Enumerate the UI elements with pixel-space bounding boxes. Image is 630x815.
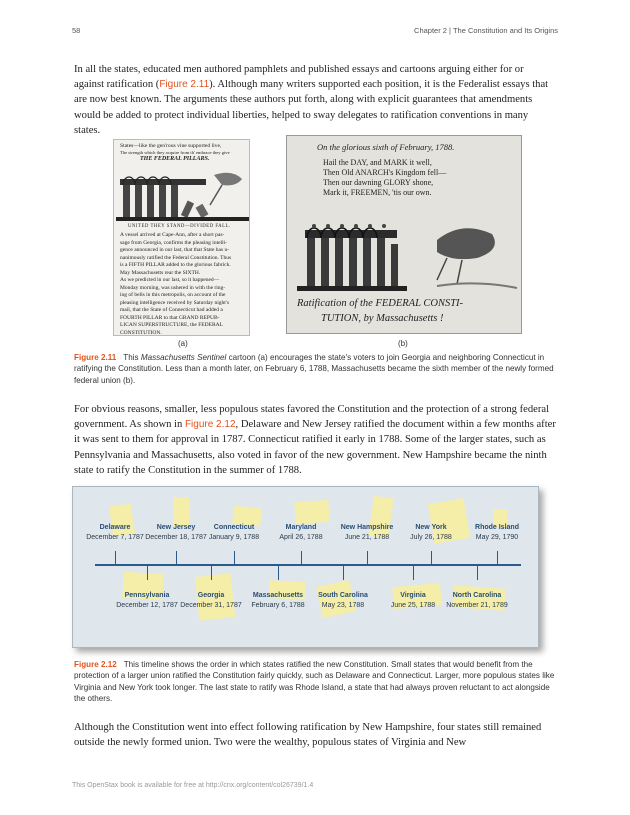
timeline-tick [477, 566, 478, 580]
figure-2-12-link[interactable]: Figure 2.12 [184, 419, 236, 431]
ratification-date: December 31, 1787 [180, 601, 242, 609]
ratification-date: February 6, 1788 [251, 601, 305, 609]
timeline-tick [211, 566, 212, 580]
article-line: Monday morning, was ushered in with the ring- [120, 284, 226, 291]
timeline-tick [367, 551, 368, 565]
ratification-date: June 21, 1788 [344, 533, 390, 541]
ratification-timeline [72, 486, 539, 648]
timeline-tick [115, 551, 116, 565]
page-footer: This OpenStax book is available for free at http://cnx.org/content/col26739/1.4 [72, 782, 314, 789]
ratification-date: June 25, 1788 [390, 601, 436, 609]
state-name: Pennsylvania [124, 592, 170, 599]
state-name: New Jersey [156, 524, 196, 531]
chapter-header: Chapter 2 | The Constitution and Its Origins [414, 26, 558, 35]
article-line: LICAN SUPERSTRUCTURE, the FEDERAL [120, 322, 223, 328]
figure-2-12-caption: Figure 2.12 This timeline shows the order in which states ratified the new Constitution. Small states that would benefit from the protection of a larger union ratified the Constitution fairly quickly, such as Delaware and Connecticut. Larger, more populous states like Virginia and New York took longer. The last state to ratify was Rhode Island, a state that had always proven reluctant to act alongside the others. [74, 660, 555, 703]
federal-edifice-illustration [287, 200, 522, 300]
timeline-tick [176, 551, 177, 565]
timeline-tick [147, 566, 148, 580]
ratification-date: December 18, 1787 [145, 533, 207, 541]
poem-line: Then Old ANARCH's Kingdom fell— [323, 168, 447, 177]
ratification-date: April 26, 1788 [279, 533, 323, 541]
timeline-event-rhode-island [452, 523, 539, 542]
timeline-tick [343, 566, 344, 580]
state-name: New Hampshire [340, 524, 394, 531]
timeline-axis [95, 564, 521, 566]
article-line: gence announced in our last, that that State has u- [120, 247, 230, 253]
state-name: Rhode Island [475, 524, 519, 531]
poem-line: Then our dawning GLORY shone, [323, 178, 434, 187]
article-line: CONSTITUTION. [120, 329, 162, 336]
timeline-tick [497, 551, 498, 565]
figure-2-11-caption: Figure 2.11 This Massachusetts Sentinel cartoon (a) encourages the state's voters to join Georgia and neighboring Connecticut in ratifying the Constitution. Less than a month later, on February 6, 1788, Massachusetts became the sixth member of the newly formed federal union (b). [74, 353, 554, 385]
poem-line: Mark it, FREEMEN, 'tis our own. [323, 188, 432, 197]
article-line: A vessel arrived at Cape-Ann, after a short pas- [120, 232, 225, 238]
article-line: FOURTH PILLAR to that GRAND REPUB- [120, 314, 220, 321]
paragraph-3: Although the Constitution went into effect following ratification by New Hampshire, four states still remained outside the newly formed union. Two were the wealthy, populous states of Virginia and New [74, 722, 542, 749]
ratification-date: December 12, 1787 [116, 601, 178, 609]
poem-line: Hail the DAY, and MARK it well, [323, 158, 432, 167]
federal-pillars-cartoon-image: States—like the gen'rous vine supported live, The strength which they acquire from th' embrace they give THE FEDERAL PILLARS. UNITED THEY STAND—DIVIDED FALL. A vessel arrived at Cape-Ann, after a short pas- sage from Georgia, confirms the pleasing intelli- gence announced in our last, that that State has u- nanimously ratified the Federal Constitution. Thus is a FIFTH PILLAR added to the glorious fabrick. May Massachusetts rear the SIXTH. As we predicted in our last, so it happened— Monday morning, was ushered in with the ring- ing of bells in this metropolis, on account of the pleasing intelligence received by Saturday night's mail, that the State of Connecticut had added a FOURTH PILLAR to that GRAND REPUB- LICAN SUPERSTRUCTURE, the FEDERAL CONSTITUTION. [113, 139, 250, 336]
pillars-illustration [114, 165, 250, 225]
state-name: Massachusetts [252, 592, 304, 599]
timeline-tick [413, 566, 414, 580]
page-number: 58 [72, 26, 81, 35]
state-name: Delaware [99, 524, 131, 531]
ratification-date: July 26, 1788 [410, 533, 452, 541]
article-line: As we predicted in our last, so it happened— [120, 277, 220, 283]
figure-2-11-link[interactable]: Figure 2.11 [159, 79, 210, 91]
state-name: Virginia [400, 592, 426, 599]
state-name: Connecticut [213, 524, 255, 531]
article-line: mail, that the State of Connecticut had added a [120, 307, 223, 313]
ratification-celebration-image: On the glorious sixth of February, 1788. Hail the DAY, and MARK it well, Then Old ANARCH's Kingdom fell— Then our dawning GLORY shone, Mark it, FREEMEN, 'tis our own. Ratification of the FEDERAL CONSTI- TUTION, by Massachusetts ! [286, 135, 522, 334]
article-line: May Massachusetts rear the SIXTH. [120, 269, 201, 276]
state-name: Georgia [197, 592, 225, 599]
paragraph-1: In all the states, educated men authored pamphlets and published essays and cartoons arguing either for or against ratification (Figure 2.11). Although many writers supported each position, it is the Federalist essays that are now best known. The arguments these authors put forth, along with explicit guarantees that amendments would be added to protect individual liberties, helped to sway delegates to ratification conventions in many states. [74, 64, 549, 136]
ratification-date: May 29, 1790 [475, 533, 519, 541]
ratification-date: May 23, 1788 [321, 601, 365, 609]
article-line: sage from Georgia, confirms the pleasing intelli- [120, 239, 227, 246]
timeline-tick [431, 551, 432, 565]
ratification-date: January 9, 1788 [208, 533, 260, 541]
subfigure-label-b: (b) [398, 339, 408, 348]
state-name: South Carolina [318, 592, 368, 599]
article-line: ing of bells in this metropolis, on account of the [120, 292, 226, 298]
timeline-event-north-carolina [432, 591, 522, 610]
state-name: Maryland [285, 524, 317, 531]
ratification-date: December 7, 1787 [86, 533, 144, 541]
state-silhouette [294, 500, 329, 524]
article-line: nanimously ratified the Federal Constitution. Thus [120, 254, 232, 261]
timeline-tick [301, 551, 302, 565]
state-name: North Carolina [452, 592, 502, 599]
ratification-date: November 21, 1789 [446, 601, 508, 609]
article-line: pleasing intelligence received by Saturday night's [120, 299, 229, 306]
paragraph-2: For obvious reasons, smaller, less populous states favored the Constitution and the protection of a strong federal government. As shown in Figure 2.12, Delaware and New Jersey ratified the document within a few months after it was sent to them for approval in 1787. Connecticut ratified it early in 1788. Some of the larger states, such as Pennsylvania and Massachusetts, also voted in favor of the new government. New Hampshire became the ninth state to ratify the Constitution in the summer of 1788. [74, 404, 556, 476]
state-name: New York [415, 524, 447, 531]
article-line: is a FIFTH PILLAR added to the glorious fabrick. [120, 262, 231, 268]
subfigure-label-a: (a) [178, 339, 188, 348]
timeline-tick [278, 566, 279, 580]
timeline-tick [234, 551, 235, 565]
